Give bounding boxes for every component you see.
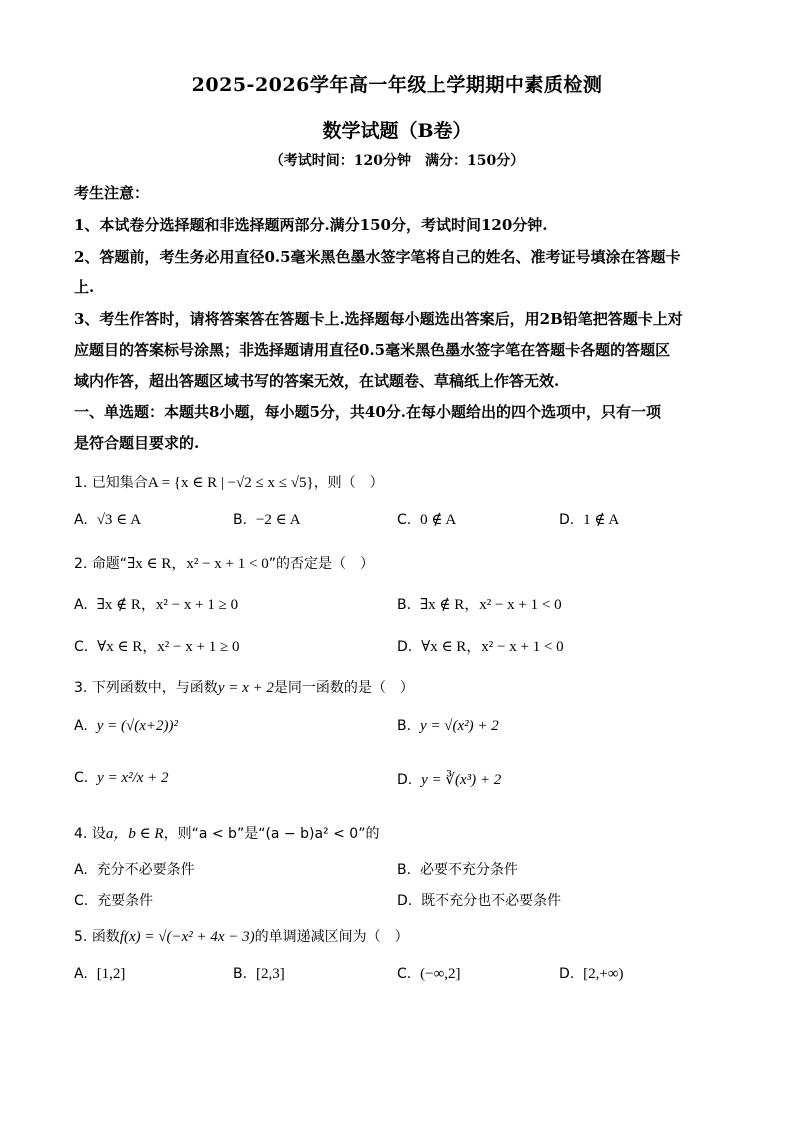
question-stem-end: 的单调递减区间为（ ） xyxy=(254,929,409,945)
option-1a[interactable]: A. √3 ∈ A xyxy=(74,512,142,528)
question-math: a，b ∈ R xyxy=(105,826,164,842)
option-4d[interactable]: D. 既不充分也不必要条件 xyxy=(397,893,562,909)
question-stem-end: ”的否定是（ ） xyxy=(268,556,374,572)
option-3b[interactable]: B. y = √(x²) + 2 xyxy=(397,718,499,734)
question-stem-end: ，则“a < b”是“(a − b)a² < 0”的 xyxy=(163,826,380,842)
option-4c[interactable]: C. 充要条件 xyxy=(74,893,154,909)
option-3c[interactable]: C. y = x²/x + 2 xyxy=(74,770,169,786)
exam-title: 2025-2026学年高一年级上学期期中素质检测 xyxy=(191,74,603,96)
question-number: 5. xyxy=(74,929,88,945)
notice-line: 应题目的答案标号涂黑；非选择题请用直径0.5毫米黑色墨水签字笔在答题卡各题的答题区 xyxy=(74,341,671,359)
notice-heading: 考生注意： xyxy=(74,184,150,202)
option-5c[interactable]: C. (−∞,2] xyxy=(397,966,461,982)
option-1d[interactable]: D. 1 ∉ A xyxy=(559,512,620,528)
notice-line: 上. xyxy=(74,278,95,296)
notice-line: 域内作答，超出答题区域书写的答案无效，在试题卷、草稿纸上作答无效. xyxy=(74,372,560,390)
option-2a[interactable]: A. ∃x ∉ R，x² − x + 1 ≥ 0 xyxy=(74,597,239,613)
option-1b[interactable]: B. −2 ∈ A xyxy=(233,512,301,528)
question-stem: 设 xyxy=(91,826,106,842)
question-number: 3. xyxy=(74,680,88,696)
section-heading: 一、单选题：本题共8小题，每小题5分，共40分.在每小题给出的四个选项中，只有一项 xyxy=(74,403,661,421)
question-stem: 函数 xyxy=(91,929,120,945)
question-number: 2. xyxy=(74,556,88,572)
question-math: y = x + 2 xyxy=(217,680,274,696)
question-5 xyxy=(74,926,409,946)
option-2c[interactable]: C. ∀x ∈ R，x² − x + 1 ≥ 0 xyxy=(74,639,240,655)
question-stem: 已知集合 xyxy=(91,475,148,491)
exam-subtitle: 数学试题（B卷） xyxy=(322,120,472,142)
question-stem: 下列函数中，与函数 xyxy=(91,680,218,696)
option-3a[interactable]: A. y = (√(x+2))² xyxy=(74,718,178,734)
option-2b[interactable]: B. ∃x ∉ R，x² − x + 1 < 0 xyxy=(397,597,562,613)
option-5a[interactable]: A. [1,2] xyxy=(74,966,126,982)
notice-line: 1、本试卷分选择题和非选择题两部分.满分150分，考试时间120分钟. xyxy=(74,216,548,234)
question-1 xyxy=(74,472,384,492)
question-stem-end: ，则（ ） xyxy=(313,475,384,491)
question-2 xyxy=(74,552,374,573)
question-stem: 命题“ xyxy=(91,556,128,572)
option-2d[interactable]: D. ∀x ∈ R，x² − x + 1 < 0 xyxy=(397,639,564,655)
question-4 xyxy=(74,822,379,843)
option-4a[interactable]: A. 充分不必要条件 xyxy=(74,862,195,878)
option-3d[interactable]: D. y = ∛(x³) + 2 xyxy=(397,772,502,788)
question-stem-end: 是同一函数的是（ ） xyxy=(273,680,414,696)
question-number: 4. xyxy=(74,826,88,842)
question-number: 1. xyxy=(74,475,88,491)
option-5d[interactable]: D. [2,+∞) xyxy=(559,966,624,982)
question-3 xyxy=(74,677,414,697)
question-math: A = {x ∈ R | −√2 ≤ x ≤ √5} xyxy=(147,475,314,491)
exam-info: （考试时间：120分钟 满分：150分） xyxy=(269,153,525,169)
question-math: ∃x ∈ R，x² − x + 1 < 0 xyxy=(127,556,269,572)
option-4b[interactable]: B. 必要不充分条件 xyxy=(397,862,518,878)
notice-line: 2、答题前，考生务必用直径0.5毫米黑色墨水签字笔将自己的姓名、准考证号填涂在答题卡 xyxy=(74,248,681,266)
question-math: f(x) = √(−x² + 4x − 3) xyxy=(119,929,255,945)
section-heading: 是符合题目要求的. xyxy=(74,434,200,452)
option-1c[interactable]: C. 0 ∉ A xyxy=(397,512,457,528)
option-5b[interactable]: B. [2,3] xyxy=(233,966,285,982)
notice-line: 3、考生作答时，请将答案答在答题卡上.选择题每小题选出答案后，用2B铅笔把答题卡上对 xyxy=(74,310,683,328)
